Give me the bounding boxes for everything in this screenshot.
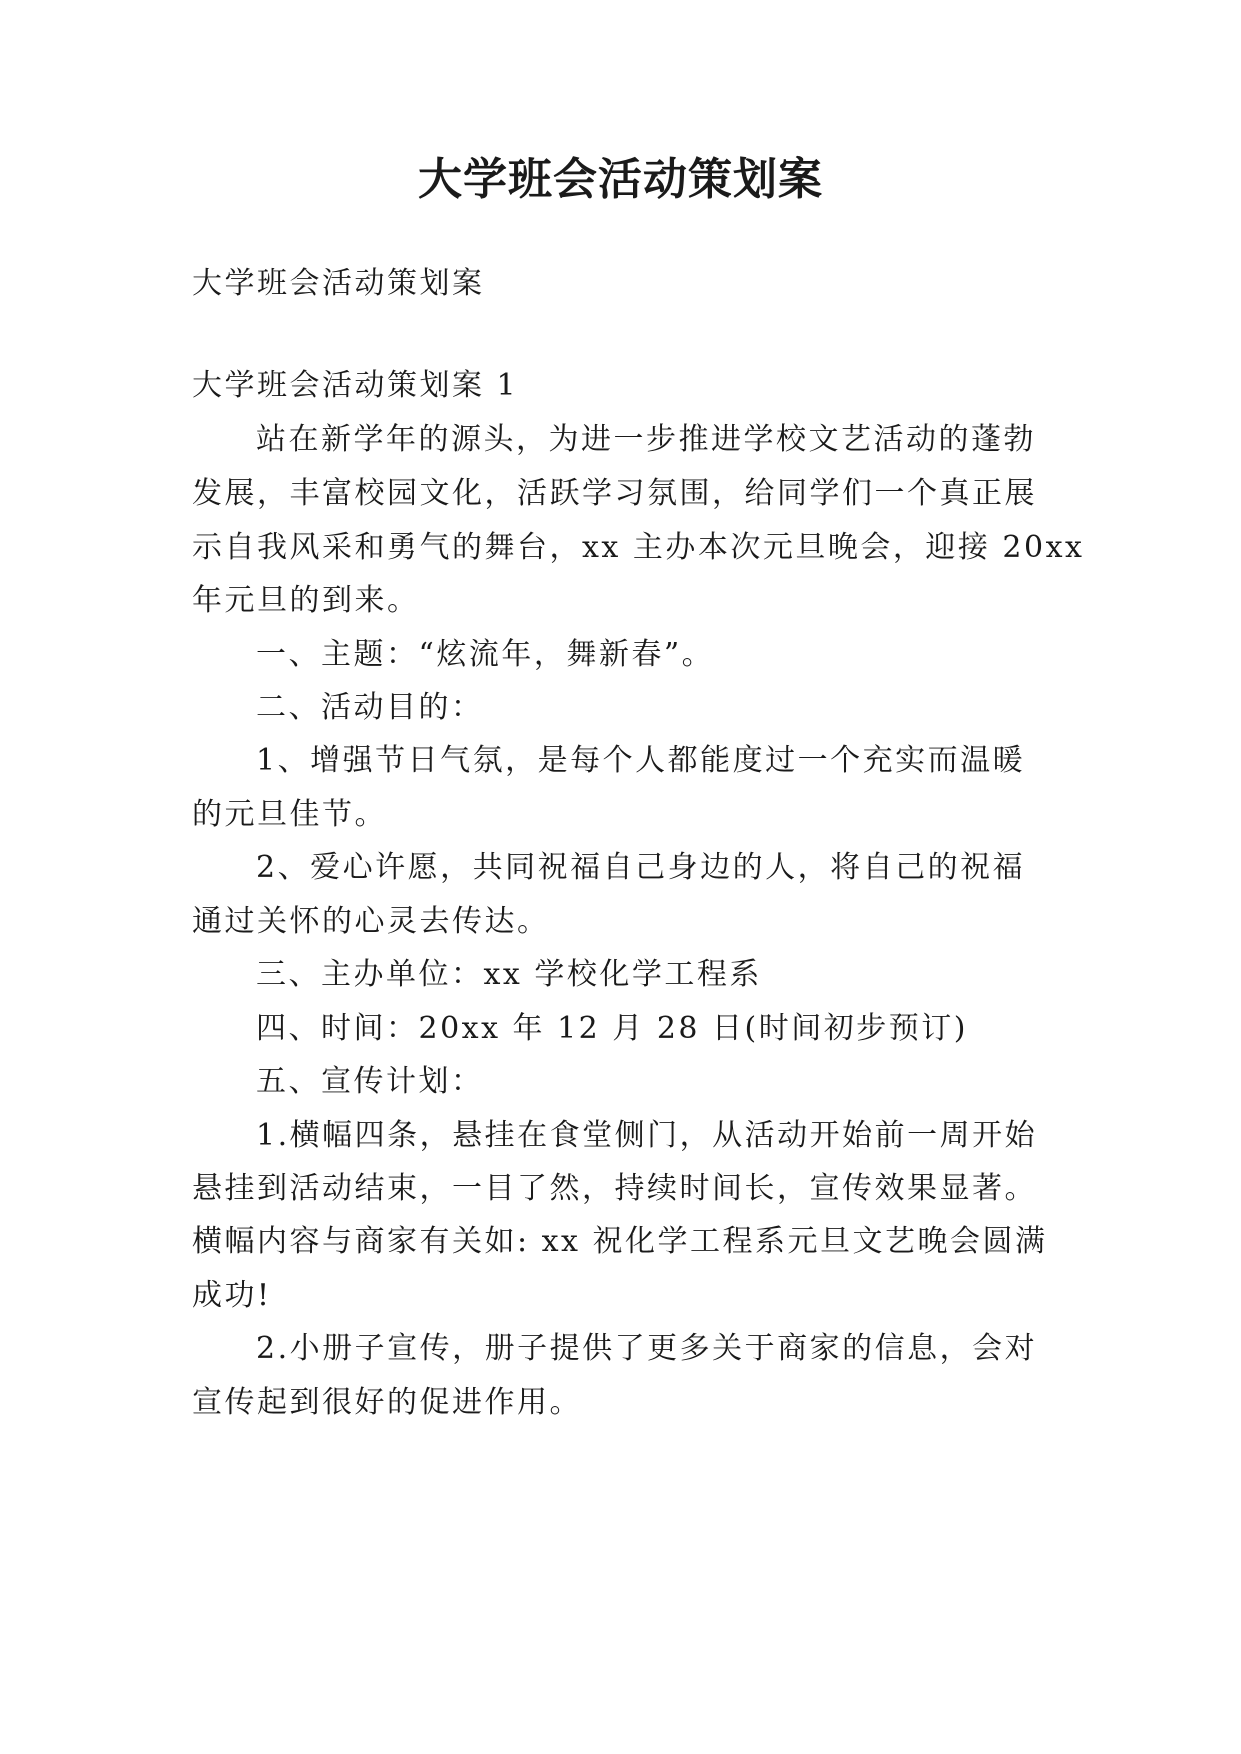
promotion-heading: 五、宣传计划： — [256, 1064, 484, 1099]
paragraph-line: 发展，丰富校园文化，活跃学习氛围，给同学们一个真正展 — [192, 476, 1037, 511]
theme-item: 一、主题：“炫流年，舞新春”。 — [256, 637, 715, 672]
section-heading: 大学班会活动策划案 1 — [192, 368, 519, 403]
paragraph-line: 的元旦佳节。 — [192, 797, 387, 832]
paragraph-line: 悬挂到活动结束，一目了然，持续时间长，宣传效果显著。 — [192, 1171, 1037, 1206]
promotion-item-1: 1.横幅四条，悬挂在食堂侧门，从活动开始前一周开始 — [256, 1118, 1038, 1153]
promotion-item-2: 2.小册子宣传，册子提供了更多关于商家的信息，会对 — [256, 1331, 1038, 1366]
paragraph-line: 宣传起到很好的促进作用。 — [192, 1385, 582, 1420]
paragraph-line: 成功! — [192, 1278, 272, 1313]
time-item: 四、时间：20xx 年 12 月 28 日(时间初步预订) — [256, 1011, 968, 1046]
paragraph-line: 横幅内容与商家有关如: xx 祝化学工程系元旦文艺晚会圆满 — [192, 1224, 1048, 1259]
document-subtitle: 大学班会活动策划案 — [192, 266, 485, 301]
purpose-item-1: 1、增强节日气氛，是每个人都能度过一个充实而温暖 — [256, 743, 1026, 778]
purpose-heading: 二、活动目的： — [256, 690, 484, 725]
purpose-item-2: 2、爱心许愿，共同祝福自己身边的人，将自己的祝福 — [256, 850, 1026, 885]
paragraph-line: 示自我风采和勇气的舞台，xx 主办本次元旦晚会，迎接 20xx — [192, 530, 1085, 565]
paragraph-line: 年元旦的到来。 — [192, 583, 420, 618]
paragraph-line: 通过关怀的心灵去传达。 — [192, 904, 550, 939]
document-title: 大学班会活动策划案 — [418, 154, 823, 205]
organizer-item: 三、主办单位：xx 学校化学工程系 — [256, 957, 762, 992]
paragraph-line: 站在新学年的源头，为进一步推进学校文艺活动的蓬勃 — [256, 422, 1036, 457]
